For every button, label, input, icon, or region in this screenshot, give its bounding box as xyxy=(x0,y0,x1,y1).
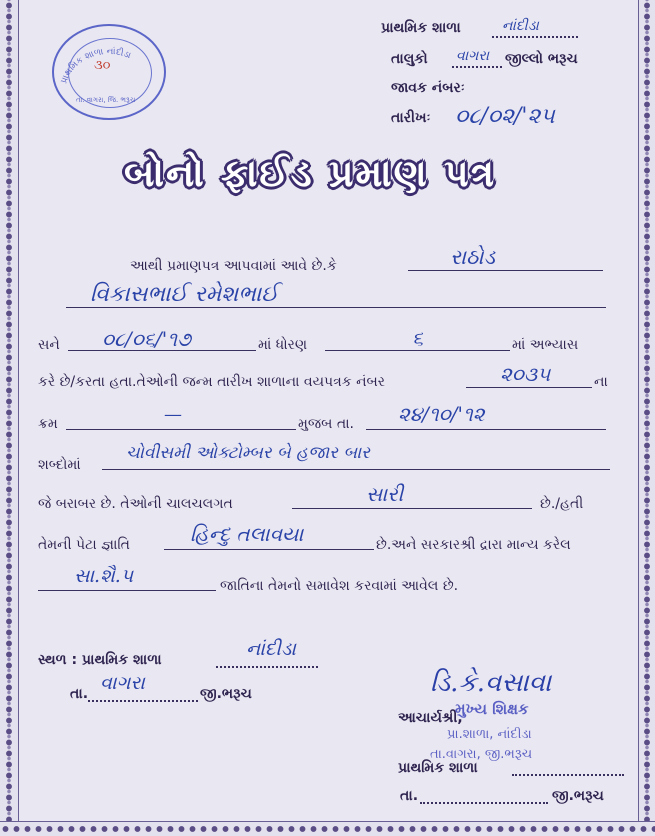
conduct-value: સારી xyxy=(366,482,404,506)
footer-ta-value: વાગરા xyxy=(100,672,145,694)
dob-words-value: ચોવીસમી ઓક્ટોમ્બર બે હજાર બાર xyxy=(126,443,370,463)
right-school-label: પ્રાથમિક શાળા xyxy=(398,760,478,776)
study-label: માં અભ્યાસ xyxy=(512,337,579,353)
header-date-value: ૦૮/૦૨/'૨૫ xyxy=(455,104,555,129)
intro-text: આથી પ્રમાણપત્ર આપવામાં આવે છે.કે xyxy=(130,258,337,274)
category-text: જાતિના તેમનો સમાવેશ કરવામાં આવેલ છે. xyxy=(220,578,459,594)
principal-label: આચાર્યશ્રી, xyxy=(398,710,463,726)
header-date-label: તારીખઃ xyxy=(391,110,431,126)
signature: ડિ.કે.વસાવા xyxy=(430,668,552,698)
shabdo-label: શબ્દોમાં xyxy=(38,457,81,473)
place-value: નાંદીડા xyxy=(246,638,296,660)
seal-number: ૩૦ xyxy=(94,58,111,73)
right-border xyxy=(638,0,655,836)
mujab-label: મુજબ તા. xyxy=(298,416,354,432)
header-school-label: પ્રાથમિક શાળા xyxy=(381,20,461,36)
conduct-suffix: છે./હતી xyxy=(540,496,584,512)
register-number-value: ૨૦૩૫ xyxy=(500,362,551,386)
san-label: સને xyxy=(38,337,60,353)
std-value: ૬ xyxy=(412,326,424,350)
bottom-border xyxy=(0,821,655,836)
seal-top-text: પ્રાથમિક શાળા નાંદીડા xyxy=(59,46,133,86)
right-ji-label: જી.ભરૂચ xyxy=(552,788,604,804)
header-district-label: જીલ્લો ભરૂચ xyxy=(505,51,578,67)
header-taluka-label: તાલુકો xyxy=(391,51,428,67)
surname-value: રાઠોડ xyxy=(450,245,496,269)
kram-value: — xyxy=(164,404,182,425)
header-school-value: નાંદીડા xyxy=(502,18,539,34)
year-value: ૦૮/૦૬/'૧૭ xyxy=(102,327,191,351)
subcaste-label: તેમની પેટા જ્ઞાતિ xyxy=(38,537,130,553)
place-label: સ્થળ : પ્રાથમિક શાળા xyxy=(38,652,162,668)
header-taluka-value: વાગરા xyxy=(456,48,490,64)
page-title: બોનો ફાઈડ પ્રમાણ પત્ર xyxy=(123,150,497,195)
dob-value: ૨૪/૧૦/'૧૨ xyxy=(398,402,485,426)
kram-label: ક્રમ xyxy=(38,416,58,432)
stamp-school: પ્રા.શાળા, નાંદીડા xyxy=(447,727,532,742)
conduct-label: જે બરાબર છે. તેઓની ચાલચલગત xyxy=(38,496,233,512)
seal-bottom-text: તા. વાગરા, જિ. ભરૂચ xyxy=(76,96,136,104)
subcaste-value: હિન્દુ તલાવયા xyxy=(190,522,304,546)
school-seal xyxy=(52,24,166,120)
category-value: સા.શૈ.પ xyxy=(74,565,134,587)
dob-register-text: કરે છે/કરતા હતા.તેઓની જન્મ તારીખ શાળાના વયપત્રક નંબર xyxy=(38,374,386,390)
na-label: ના xyxy=(594,374,608,390)
std-label: માં ધોરણ xyxy=(258,337,308,353)
full-name-value: વિકાસભાઈ રમેશભાઈ xyxy=(90,282,279,307)
header-outward-label: જાવક નંબરઃ xyxy=(391,80,465,96)
right-ta-label: તા. xyxy=(400,788,419,804)
footer-ji-label: જી.ભરૂચ xyxy=(200,686,252,702)
footer-ta-label: તા. xyxy=(70,686,89,702)
govt-text: છે.અને સરકારશ્રી દ્રારા માન્ય કરેલ xyxy=(376,537,571,553)
stamp-place: તા.વાગરા, જી.ભરૂચ xyxy=(430,747,533,762)
stamp-title: મુખ્ય શિક્ષક xyxy=(455,700,529,718)
left-border xyxy=(0,0,19,836)
